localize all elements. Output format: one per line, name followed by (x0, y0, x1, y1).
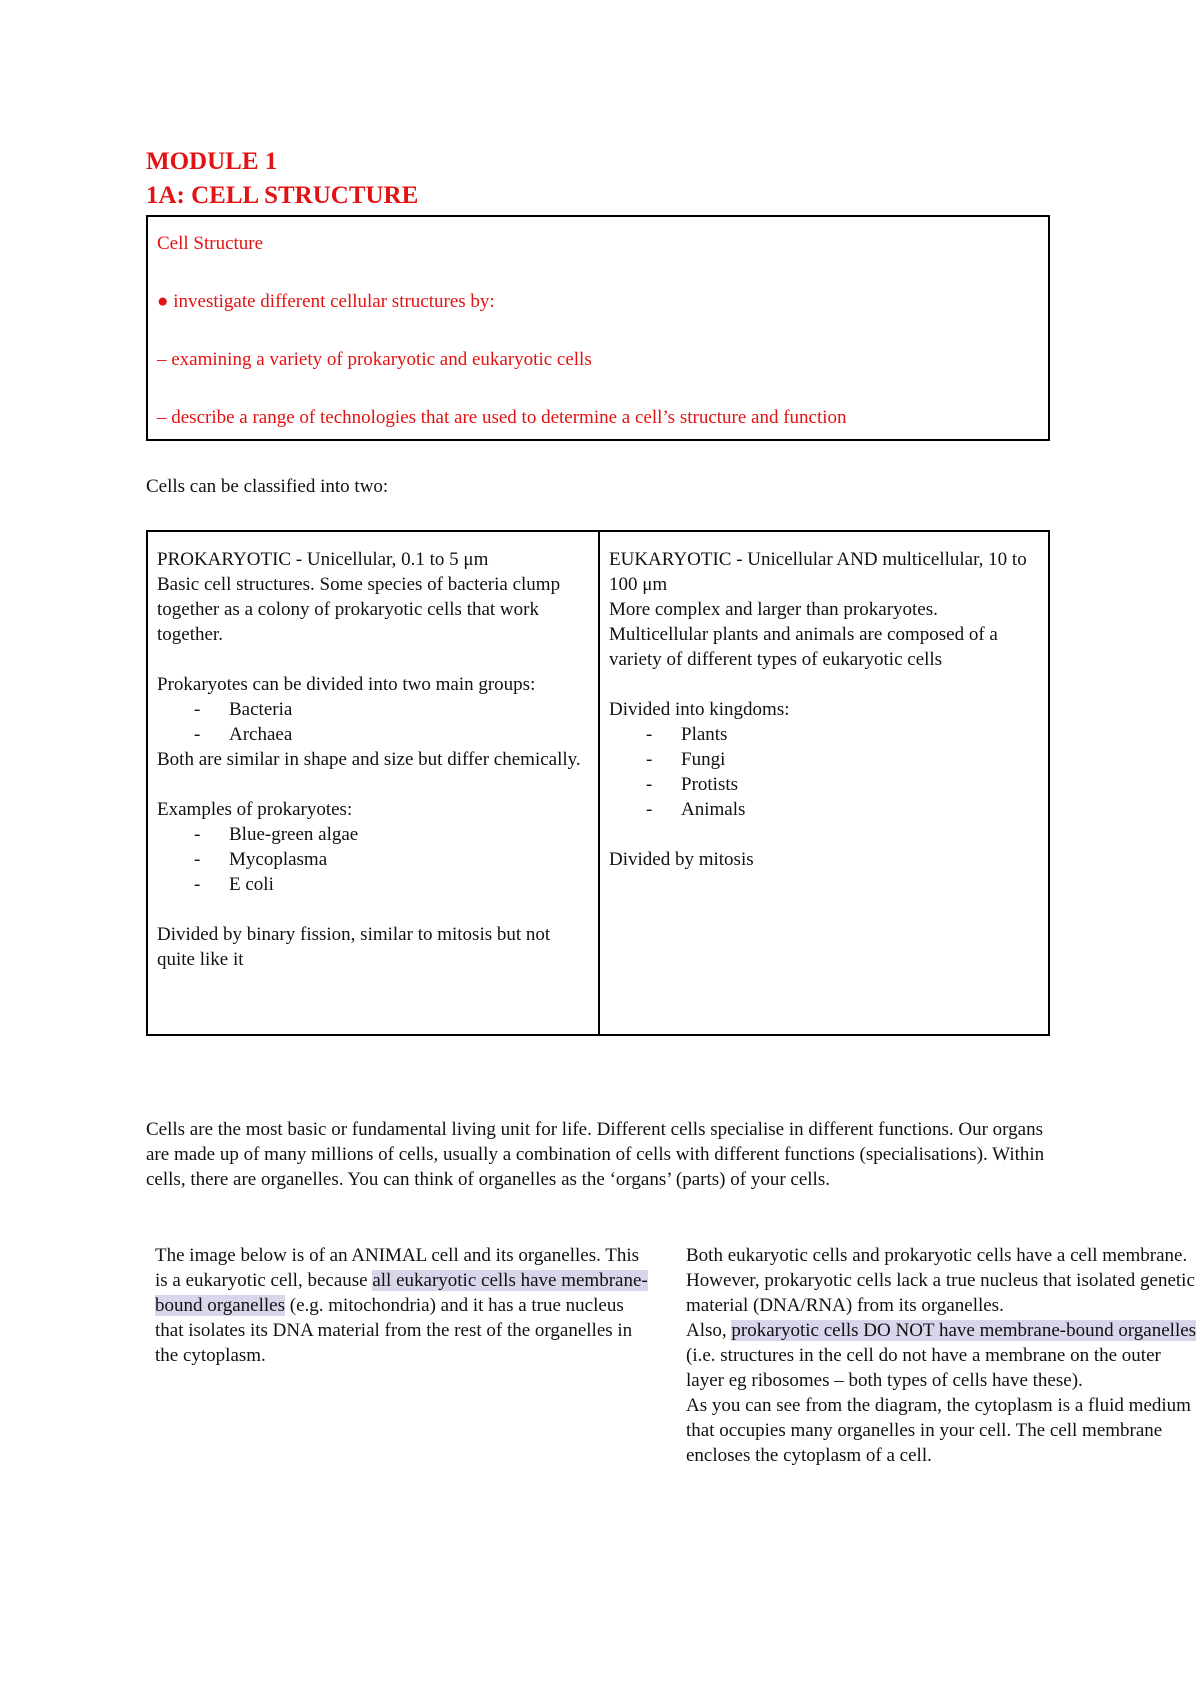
highlighted-text: all eukaryotic cells have membrane-bound organelles (155, 1270, 648, 1316)
list-item: - Mycoplasma (157, 847, 589, 872)
prokaryotic-description: Basic cell structures. Some species of bacteria clump together as a colony of prokaryotic cells that work together. (157, 574, 561, 645)
eukaryotic-column (598, 532, 1048, 1034)
prokaryotic-examples-intro: Examples of prokaryotes: (157, 799, 353, 820)
list-item: - Animals (609, 797, 1039, 822)
module-heading: MODULE 1 (146, 148, 278, 175)
outcomes-point-2: – describe a range of technologies that are used to determine a cell’s structure and function (157, 407, 847, 428)
prokaryotic-groups-intro: Prokaryotes can be divided into two main groups: (157, 674, 536, 695)
prokaryotic-examples-list (157, 822, 589, 897)
prokaryotic-groups-list (157, 697, 589, 747)
list-item: - Fungi (609, 747, 1039, 772)
list-item: - E coli (157, 872, 589, 897)
cells-overview-paragraph: Cells are the most basic or fundamental living unit for life. Different cells specialise in different functions. Our organs are made up of many millions of cells, usually a combination of cells with different functions (specialisations). Within cells, there are organelles. You can think of organelles as the ‘organs’ (parts) of your cells. (146, 1119, 1045, 1190)
eukaryotic-heading: EUKARYOTIC - Unicellular AND multicellular, 10 to 100 μm (609, 549, 1027, 595)
eukaryotic-division: Divided by mitosis (609, 849, 754, 870)
eukaryotic-kingdoms-intro: Divided into kingdoms: (609, 699, 790, 720)
outcomes-bullet: ● investigate different cellular structures by: (157, 291, 495, 312)
eukaryotic-description: More complex and larger than prokaryotes. Multicellular plants and animals are composed of a variety of different types of eukaryotic cells (609, 599, 998, 670)
paragraph-text: Both eukaryotic cells and prokaryotic cells have a cell membrane. However, prokaryotic cells lack a true nucleus that isolated genetic material (DNA/RNA) from its organelles. (686, 1245, 1195, 1316)
prokaryotic-column (148, 532, 598, 1034)
prokaryotic-heading: PROKARYOTIC - Unicellular, 0.1 to 5 μm (157, 549, 489, 570)
paragraph-text: (e.g. mitochondria) and it has a true nucleus that isolates its DNA material from the rest of the organelles in the cytoplasm. (155, 1295, 633, 1366)
list-item: - Archaea (157, 722, 589, 747)
section-heading: 1A: CELL STRUCTURE (146, 182, 419, 209)
prokaryotic-groups-note: Both are similar in shape and size but differ chemically. (157, 749, 581, 770)
paragraph-text: (i.e. structures in the cell do not have a membrane on the outer layer eg ribosomes – both types of cells have these). (686, 1345, 1161, 1391)
highlighted-text: prokaryotic cells DO NOT have membrane-bound organelles (731, 1320, 1197, 1341)
paragraph-text: Also, (686, 1320, 732, 1341)
outcomes-point-1: – examining a variety of prokaryotic and eukaryotic cells (157, 349, 592, 370)
paragraph-text: As you can see from the diagram, the cytoplasm is a fluid medium that occupies many organelles in your cell. The cell membrane encloses the cytoplasm of a cell. (686, 1395, 1191, 1466)
list-item: - Protists (609, 772, 1039, 797)
animal-cell-paragraph (155, 1243, 655, 1368)
classification-table (146, 530, 1050, 1036)
classification-intro: Cells can be classified into two: (146, 476, 389, 497)
cell-membrane-paragraph (686, 1243, 1198, 1468)
outcomes-title: Cell Structure (157, 233, 264, 254)
eukaryotic-kingdoms-list (609, 722, 1039, 822)
list-item: - Plants (609, 722, 1039, 747)
syllabus-outcomes-box (146, 215, 1050, 441)
list-item: - Blue-green algae (157, 822, 589, 847)
prokaryotic-division: Divided by binary fission, similar to mitosis but not quite like it (157, 924, 551, 970)
paragraph-text: The image below is of an ANIMAL cell and its organelles. This is a eukaryotic cell, because (155, 1245, 640, 1291)
list-item: - Bacteria (157, 697, 589, 722)
